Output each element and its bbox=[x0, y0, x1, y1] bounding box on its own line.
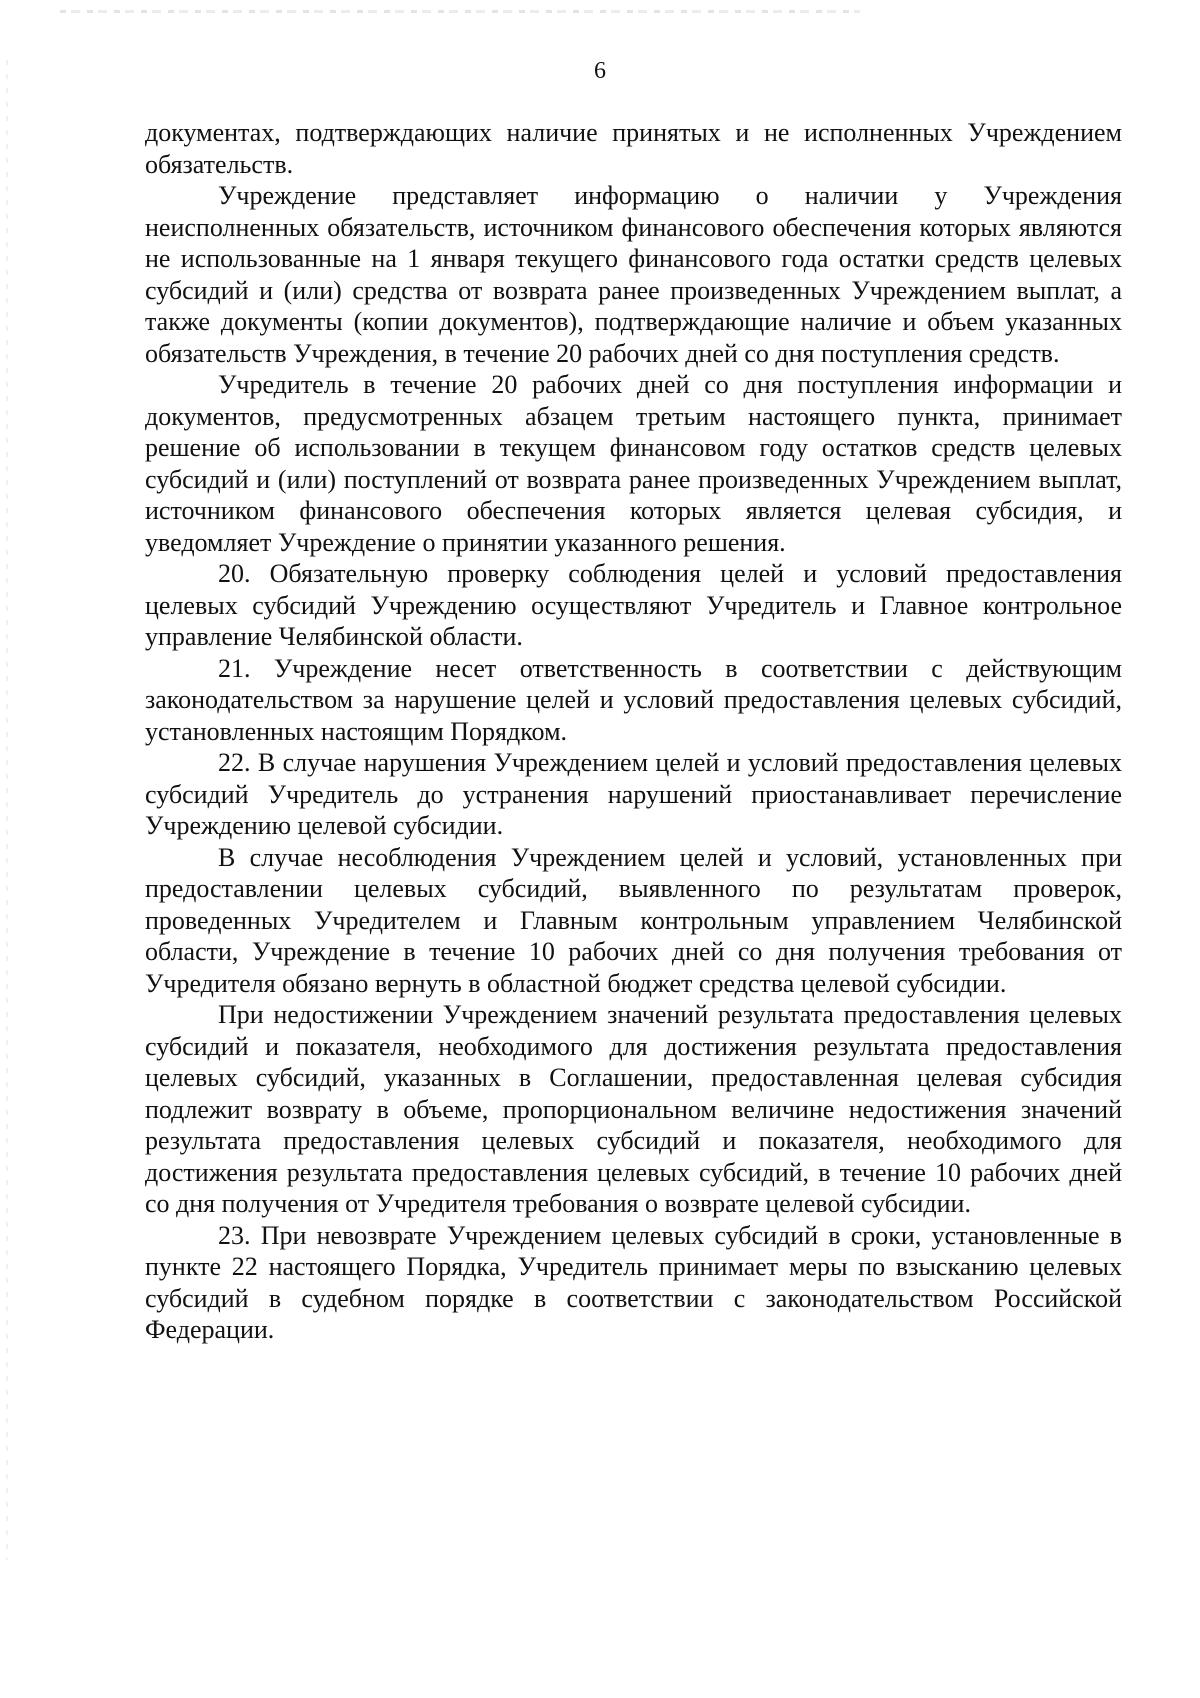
paragraph-noncompliance-return: В случае несоблюдения Учреждением целей и условий, установленных при предоставлении целевых субсидий, выявленного по результатам проверок, проведенных Учредителем и Главным контрольным управлением Челябинской области, Учреждение в течение 10 рабочих дней со дня получения требования от Учредителя обязано вернуть в областной бюджет средства целевой субсидии. bbox=[145, 842, 1122, 998]
paragraph-founder-decision: Учредитель в течение 20 рабочих дней со дня поступления информации и документов, предусмотренных абзацем третьим настоящего пункта, принимает решение об использовании в текущем финансовом году остатков средств целевых субсидий и (или) поступлений от возврата ранее произведенных Учреждением выплат, источником финансового обеспечения которых является целевая субсидия, и уведомляет Учреждение о принятии указанного решения. bbox=[145, 370, 1122, 557]
page-number: 6 bbox=[594, 58, 606, 84]
paragraph-info-submission: Учреждение представляет информацию о наличии у Учреждения неисполненных обязательств, источником финансового обеспечения которых являются не использованные на 1 января текущего финансового года остатки средств целевых субсидий и (или) средства от возврата ранее произведенных Учреждением выплат, а также документы (копии документов), подтверждающие наличие и объем указанных обязательств Учреждения, в течение 20 рабочих дней со дня поступления средств. bbox=[145, 181, 1122, 368]
paragraph-item-21: 21. Учреждение несет ответственность в соответствии с действующим законодательством за нарушение целей и условий предоставления целевых субсидий, установленных настоящим Порядком. bbox=[145, 653, 1122, 746]
paragraph-item-23: 23. При невозврате Учреждением целевых субсидий в сроки, установленные в пункте 22 настоящего Порядка, Учредитель принимает меры по взысканию целевых субсидий в судебном порядке в соответствии с законодательством Российской Федерации. bbox=[145, 1220, 1122, 1344]
paragraph-continuation: документах, подтверждающих наличие принятых и не исполненных Учреждением обязательств. bbox=[145, 118, 1122, 179]
paragraph-underachievement-return: При недостижении Учреждением значений результата предоставления целевых субсидий и показателя, необходимого для достижения результата предоставления целевых субсидий, указанных в Соглашении, предоставленная целевая субсидия подлежит возврату в объеме, пропорциональном величине недостижения значений результата предоставления целевых субсидий и показателя, необходимого для достижения результата предоставления целевых субсидий, в течение 10 рабочих дней со дня получения от Учредителя требования о возврате целевой субсидии. bbox=[145, 1000, 1122, 1218]
paragraph-item-22: 22. В случае нарушения Учреждением целей и условий предоставления целевых субсидий Учредитель до устранения нарушений приостанавливает перечисление Учреждению целевой субсидии. bbox=[145, 748, 1122, 840]
scan-artifact-top bbox=[60, 10, 860, 13]
scan-artifact-left bbox=[6, 60, 8, 1560]
document-body bbox=[145, 117, 1122, 1346]
paragraph-item-20: 20. Обязательную проверку соблюдения целей и условий предоставления целевых субсидий Учреждению осуществляют Учредитель и Главное контрольное управление Челябинской области. bbox=[145, 559, 1122, 651]
